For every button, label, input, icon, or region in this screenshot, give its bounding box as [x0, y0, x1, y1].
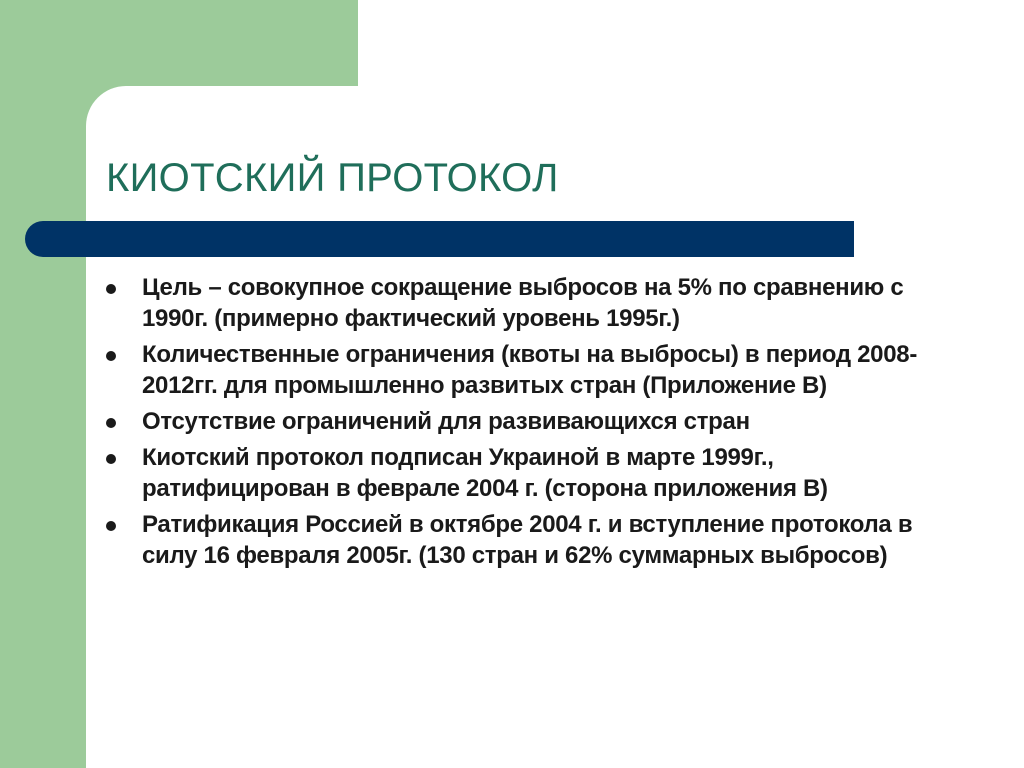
- bullet-text: Цель – совокупное сокращение выбросов на 5% по сравнению с 1990г. (примерно фактический уровень 1995г.): [142, 274, 904, 332]
- bullet-dot-icon: [106, 521, 116, 531]
- bullet-dot-icon: [106, 351, 116, 361]
- bullet-dot-icon: [106, 418, 116, 428]
- bullet-text: Киотский протокол подписан Украиной в марте 1999г., ратифицирован в феврале 2004 г. (сторона приложения В): [142, 444, 828, 502]
- bullet-text: Отсутствие ограничений для развивающихся стран: [142, 408, 750, 435]
- list-item: [106, 339, 946, 401]
- bullet-dot-icon: [106, 454, 116, 464]
- slide-title: КИОТСКИЙ ПРОТОКОЛ: [106, 156, 559, 200]
- bullet-text: Ратификация Россией в октябре 2004 г. и вступление протокола в силу 16 февраля 2005г. (130 стран и 62% суммарных выбросов): [142, 511, 913, 569]
- list-item: [106, 406, 946, 437]
- list-item: [106, 272, 946, 334]
- list-item: [106, 509, 946, 571]
- bullet-list: [106, 272, 946, 576]
- list-item: [106, 442, 946, 504]
- bullet-dot-icon: [106, 284, 116, 294]
- title-underline-bar: [25, 221, 854, 257]
- bullet-text: Количественные ограничения (квоты на выбросы) в период 2008-2012гг. для промышленно развитых стран (Приложение В): [142, 341, 918, 399]
